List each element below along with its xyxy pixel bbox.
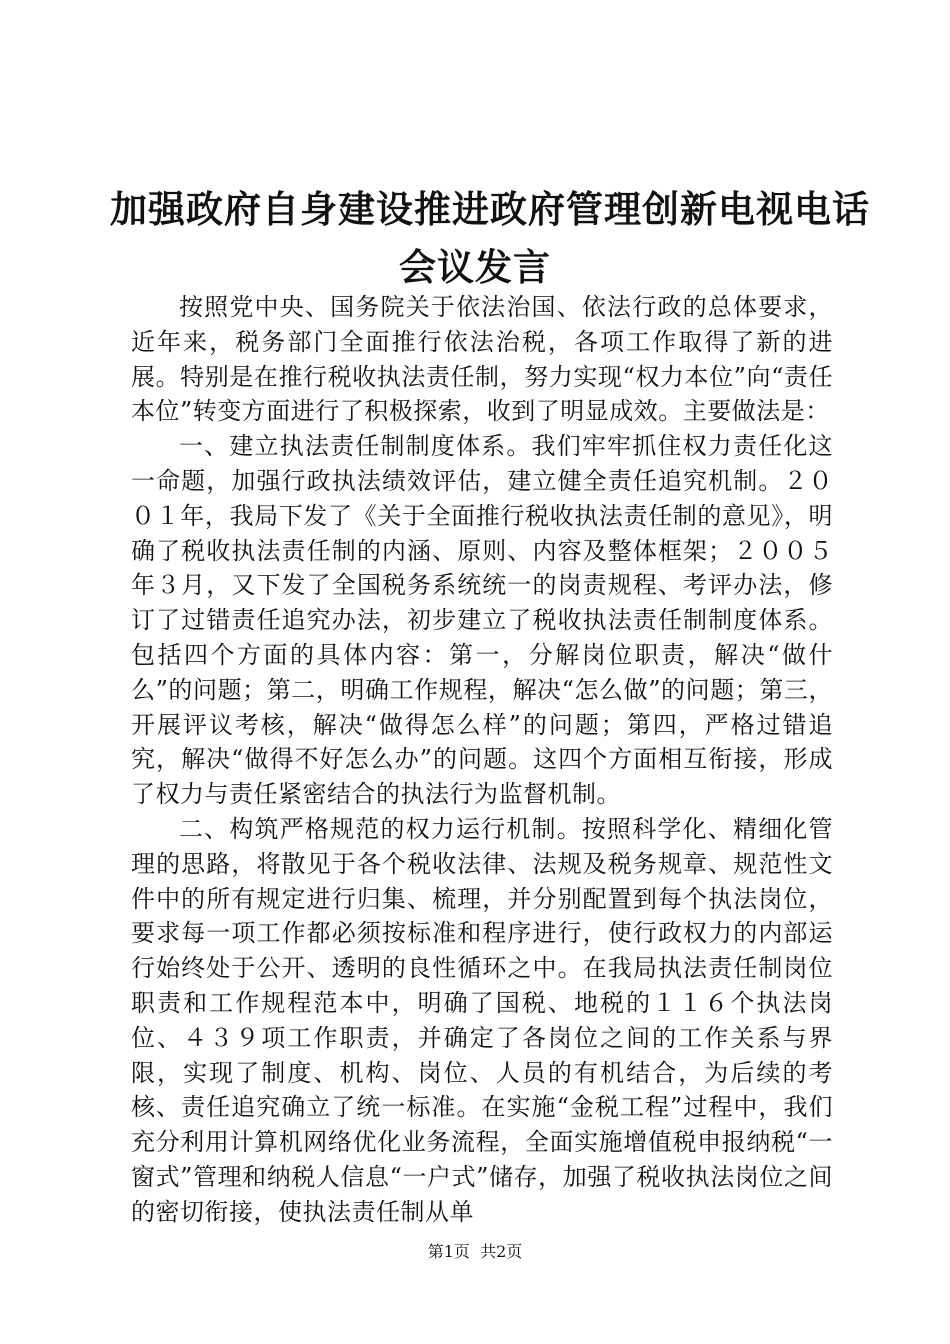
paragraph-intro: 按照党中央、国务院关于依法治国、依法行政的总体要求，近年来，税务部门全面推行依法治税，各项工作取得了新的进展。特别是在推行税收执法责任制，努力实现“权力本位”向“责任本位”转变方面进行了积极探索，收到了明显成效。主要做法是：	[131, 293, 833, 426]
document-title-line-2: 会议发言	[399, 245, 551, 289]
paragraph-section-1: 一、建立执法责任制制度体系。我们牢牢抓住权力责任化这一命题，加强行政执法绩效评估，建立健全责任追究机制。２００１年，我局下发了《关于全面推行税收执法责任制的意见》，明确了税收执法责任制的内涵、原则、内容及整体框架；２００５年３月，又下发了全国税务系统统一的岗责规程、考评办法，修订了过错责任追究办法，初步建立了税收执法责任制制度体系。包括四个方面的具体内容：第一，分解岗位职责，解决“做什么”的问题；第二，明确工作规程，解决“怎么做”的问题；第三，开展评议考核，解决“做得怎么样”的问题；第四，严格过错追究，解决“做得不好怎么办”的问题。这四个方面相互衔接，形成了权力与责任紧密结合的执法行为监督机制。	[131, 432, 833, 809]
document-title-line-1: 加强政府自身建设推进政府管理创新电视电话	[110, 187, 870, 231]
page-number-footer: 第1页 共2页	[427, 1242, 523, 1261]
paragraph-section-2: 二、构筑严格规范的权力运行机制。按照科学化、精细化管理的思路，将散见于各个税收法律、法规及税务规章、规范性文件中的所有规定进行归集、梳理，并分别配置到每个执法岗位，要求每一项工作都必须按标准和程序进行，使行政权力的内部运行始终处于公开、透明的良性循环之中。在我局执法责任制岗位职责和工作规程范本中，明确了国税、地税的１１６个执法岗位、４３９项工作职责，并确定了各岗位之间的工作关系与界限，实现了制度、机构、岗位、人员的有机结合，为后续的考核、责任追究确立了统一标准。在实施“金税工程”过程中，我们充分利用计算机网络优化业务流程，全面实施增值税申报纳税“一窗式”管理和纳税人信息“一户式”储存，加强了税收执法岗位之间的密切衔接，使执法责任制从单	[131, 814, 833, 1226]
document-body	[131, 290, 833, 1230]
